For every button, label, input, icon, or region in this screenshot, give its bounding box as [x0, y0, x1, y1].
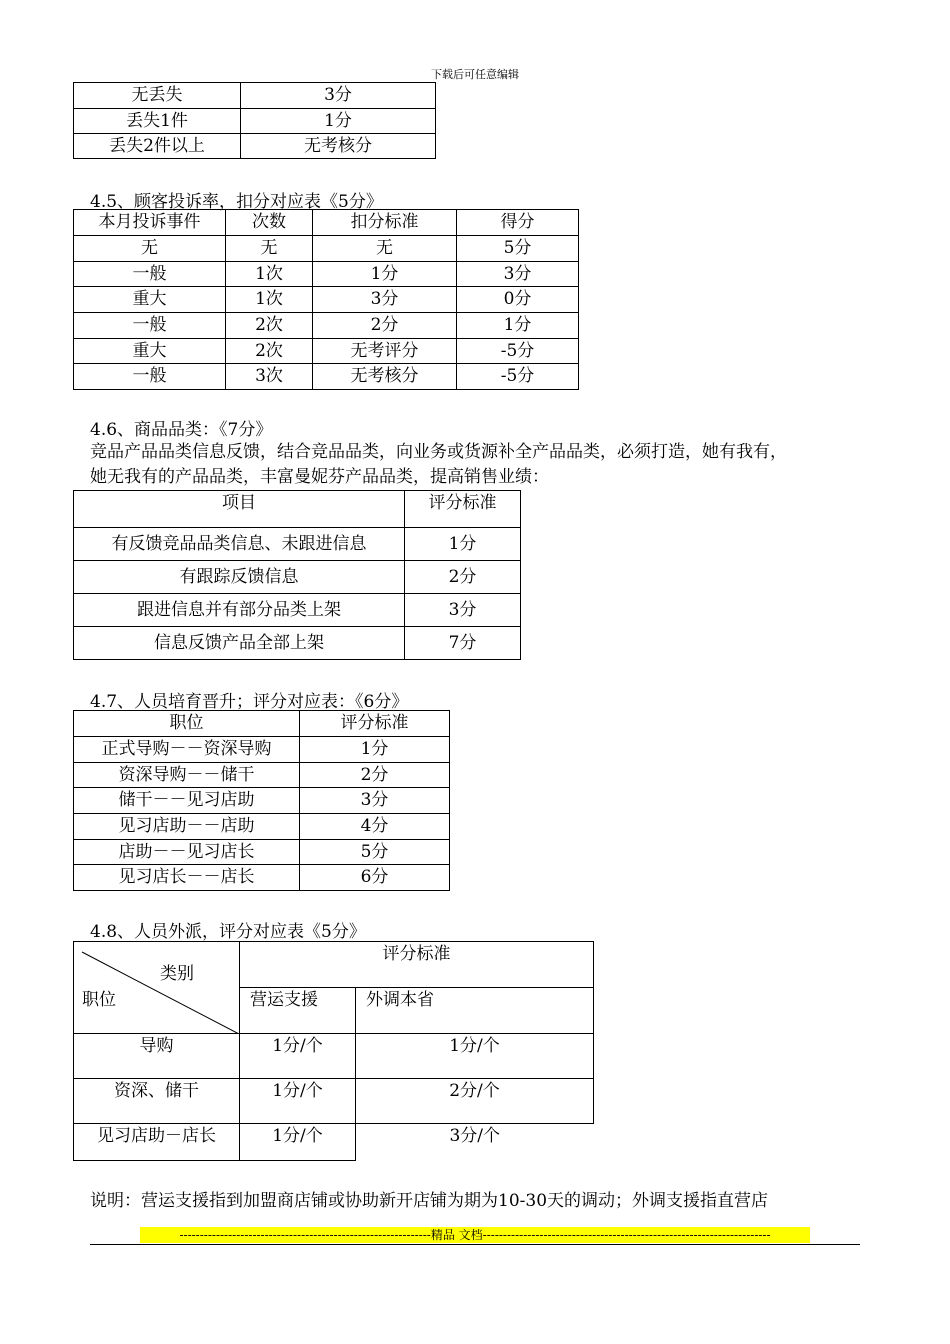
table-cell: 无 — [226, 236, 313, 262]
table-cell: 无考核分 — [313, 364, 457, 390]
category-table — [73, 490, 521, 660]
loss-table — [73, 82, 436, 159]
table-cell: 资深导购－－储干 — [74, 763, 300, 788]
table-cell: 1分 — [405, 528, 521, 561]
column-header: 扣分标准 — [313, 210, 457, 236]
table-cell: 丢失2件以上 — [74, 134, 241, 159]
table-cell: 1次 — [226, 262, 313, 287]
table-cell: 3分 — [457, 262, 579, 287]
table-cell: 1次 — [226, 287, 313, 313]
table-cell: -5分 — [457, 339, 579, 364]
table-cell: 导购 — [74, 1034, 240, 1079]
table-row — [74, 1034, 594, 1079]
paragraph-line: 竞品产品品类信息反馈，结合竞品品类，向业务或货源补全产品品类，必须打造，她有我有， — [90, 442, 787, 462]
table-cell: 1分 — [241, 109, 436, 134]
table-row — [74, 339, 579, 364]
table-cell: 跟进信息并有部分品类上架 — [74, 594, 405, 627]
table-header-row — [74, 711, 450, 737]
table-cell: 无 — [313, 236, 457, 262]
column-header: 营运支援 — [240, 988, 356, 1034]
table-row — [74, 287, 579, 313]
table-cell: 3分/个 — [356, 1124, 594, 1161]
table-cell: 1分/个 — [240, 1079, 356, 1124]
paragraph-line: 她无我有的产品品类，丰富曼妮芬产品品类，提高销售业绩： — [90, 467, 549, 487]
table-header-row — [74, 942, 594, 988]
table-cell: 6分 — [300, 865, 450, 891]
diagonal-line — [74, 942, 239, 1034]
table-cell: 2分 — [313, 313, 457, 339]
table-cell: 3次 — [226, 364, 313, 390]
table-row — [74, 364, 579, 390]
column-header: 评分标准 — [405, 491, 521, 528]
column-header: 本月投诉事件 — [74, 210, 226, 236]
table-header-row — [74, 210, 579, 236]
table-cell: 7分 — [405, 627, 521, 660]
column-header: 得分 — [457, 210, 579, 236]
table-header-row — [74, 491, 521, 528]
table-row — [74, 1124, 594, 1161]
table-row — [74, 763, 450, 788]
table-cell: 无丢失 — [74, 83, 241, 109]
column-header: 评分标准 — [300, 711, 450, 737]
table-row — [74, 313, 579, 339]
table-cell: 2次 — [226, 313, 313, 339]
column-header: 次数 — [226, 210, 313, 236]
table-row — [74, 561, 521, 594]
table-cell: 1分 — [313, 262, 457, 287]
table-row — [74, 627, 521, 660]
column-header: 评分标准 — [240, 942, 594, 988]
table-cell: 无考评分 — [313, 339, 457, 364]
table-row — [74, 236, 579, 262]
table-cell: 重大 — [74, 287, 226, 313]
table-row — [74, 262, 579, 287]
table-row — [74, 737, 450, 763]
table-cell: 重大 — [74, 339, 226, 364]
section-title-4-7: 4.7、人员培育晋升；评分对应表：《6分》 — [90, 692, 409, 712]
table-cell: 店助－－见习店长 — [74, 840, 300, 865]
table-row — [74, 1079, 594, 1124]
table-row — [74, 83, 436, 109]
table-cell: -5分 — [457, 364, 579, 390]
table-cell: 无 — [74, 236, 226, 262]
table-row — [74, 865, 450, 891]
column-header: 外调本省 — [356, 988, 594, 1034]
table-cell: 一般 — [74, 364, 226, 390]
table-cell: 正式导购－－资深导购 — [74, 737, 300, 763]
table-cell: 4分 — [300, 814, 450, 840]
table-cell: 1分/个 — [356, 1034, 594, 1079]
table-cell: 2分/个 — [356, 1079, 594, 1124]
table-row — [74, 788, 450, 814]
table-cell: 有反馈竞品品类信息、未跟进信息 — [74, 528, 405, 561]
table-cell: 见习店助－店长 — [74, 1124, 240, 1161]
section-title-4-6: 4.6、商品品类：《7分》 — [90, 420, 273, 440]
column-header: 职位 — [74, 711, 300, 737]
table-cell: 有跟踪反馈信息 — [74, 561, 405, 594]
table-cell: 2分 — [300, 763, 450, 788]
table-cell: 一般 — [74, 313, 226, 339]
table-cell: 3分 — [313, 287, 457, 313]
table-cell: 0分 — [457, 287, 579, 313]
table-cell: 储干－－见习店助 — [74, 788, 300, 814]
table-cell: 3分 — [405, 594, 521, 627]
section-title-4-5: 4.5、顾客投诉率，扣分对应表《5分》 — [90, 192, 383, 212]
table-cell: 3分 — [241, 83, 436, 109]
table-cell: 信息反馈产品全部上架 — [74, 627, 405, 660]
table-row — [74, 594, 521, 627]
dispatch-table-wrap — [73, 941, 594, 1160]
table-row — [74, 109, 436, 134]
table-cell: 5分 — [457, 236, 579, 262]
section-title-4-8: 4.8、人员外派，评分对应表《5分》 — [90, 922, 366, 942]
footer-divider — [90, 1244, 860, 1245]
table-cell: 1分 — [457, 313, 579, 339]
table-cell: 无考核分 — [241, 134, 436, 159]
header-note: 下载后可任意编辑 — [431, 68, 519, 81]
table-cell: 资深、储干 — [74, 1079, 240, 1124]
table-cell: 5分 — [300, 840, 450, 865]
table-cell: 1分/个 — [240, 1124, 356, 1161]
footer-watermark: --------------------------------------------------------------精品 文档----------------------------------------------------------------------- — [140, 1227, 810, 1243]
complaint-table — [73, 209, 579, 390]
explanation-note: 说明：营运支援指到加盟商店铺或协助新开店铺为期为10-30天的调动；外调支援指直营店 — [90, 1191, 769, 1211]
table-cell: 一般 — [74, 262, 226, 287]
diagonal-header-cell — [74, 942, 240, 1034]
promotion-table — [73, 710, 450, 891]
column-header: 项目 — [74, 491, 405, 528]
table-cell: 2分 — [405, 561, 521, 594]
diagonal-bottom-label: 职位 — [82, 990, 116, 1010]
diagonal-top-label: 类别 — [160, 964, 194, 984]
table-row — [74, 528, 521, 561]
table-cell: 见习店长－－店长 — [74, 865, 300, 891]
table-cell: 2次 — [226, 339, 313, 364]
dispatch-table — [73, 941, 594, 1161]
table-cell: 1分 — [300, 737, 450, 763]
table-cell: 见习店助－－店助 — [74, 814, 300, 840]
table-cell: 丢失1件 — [74, 109, 241, 134]
table-cell: 1分/个 — [240, 1034, 356, 1079]
table-row — [74, 134, 436, 159]
table-cell: 3分 — [300, 788, 450, 814]
table-row — [74, 840, 450, 865]
table-row — [74, 814, 450, 840]
